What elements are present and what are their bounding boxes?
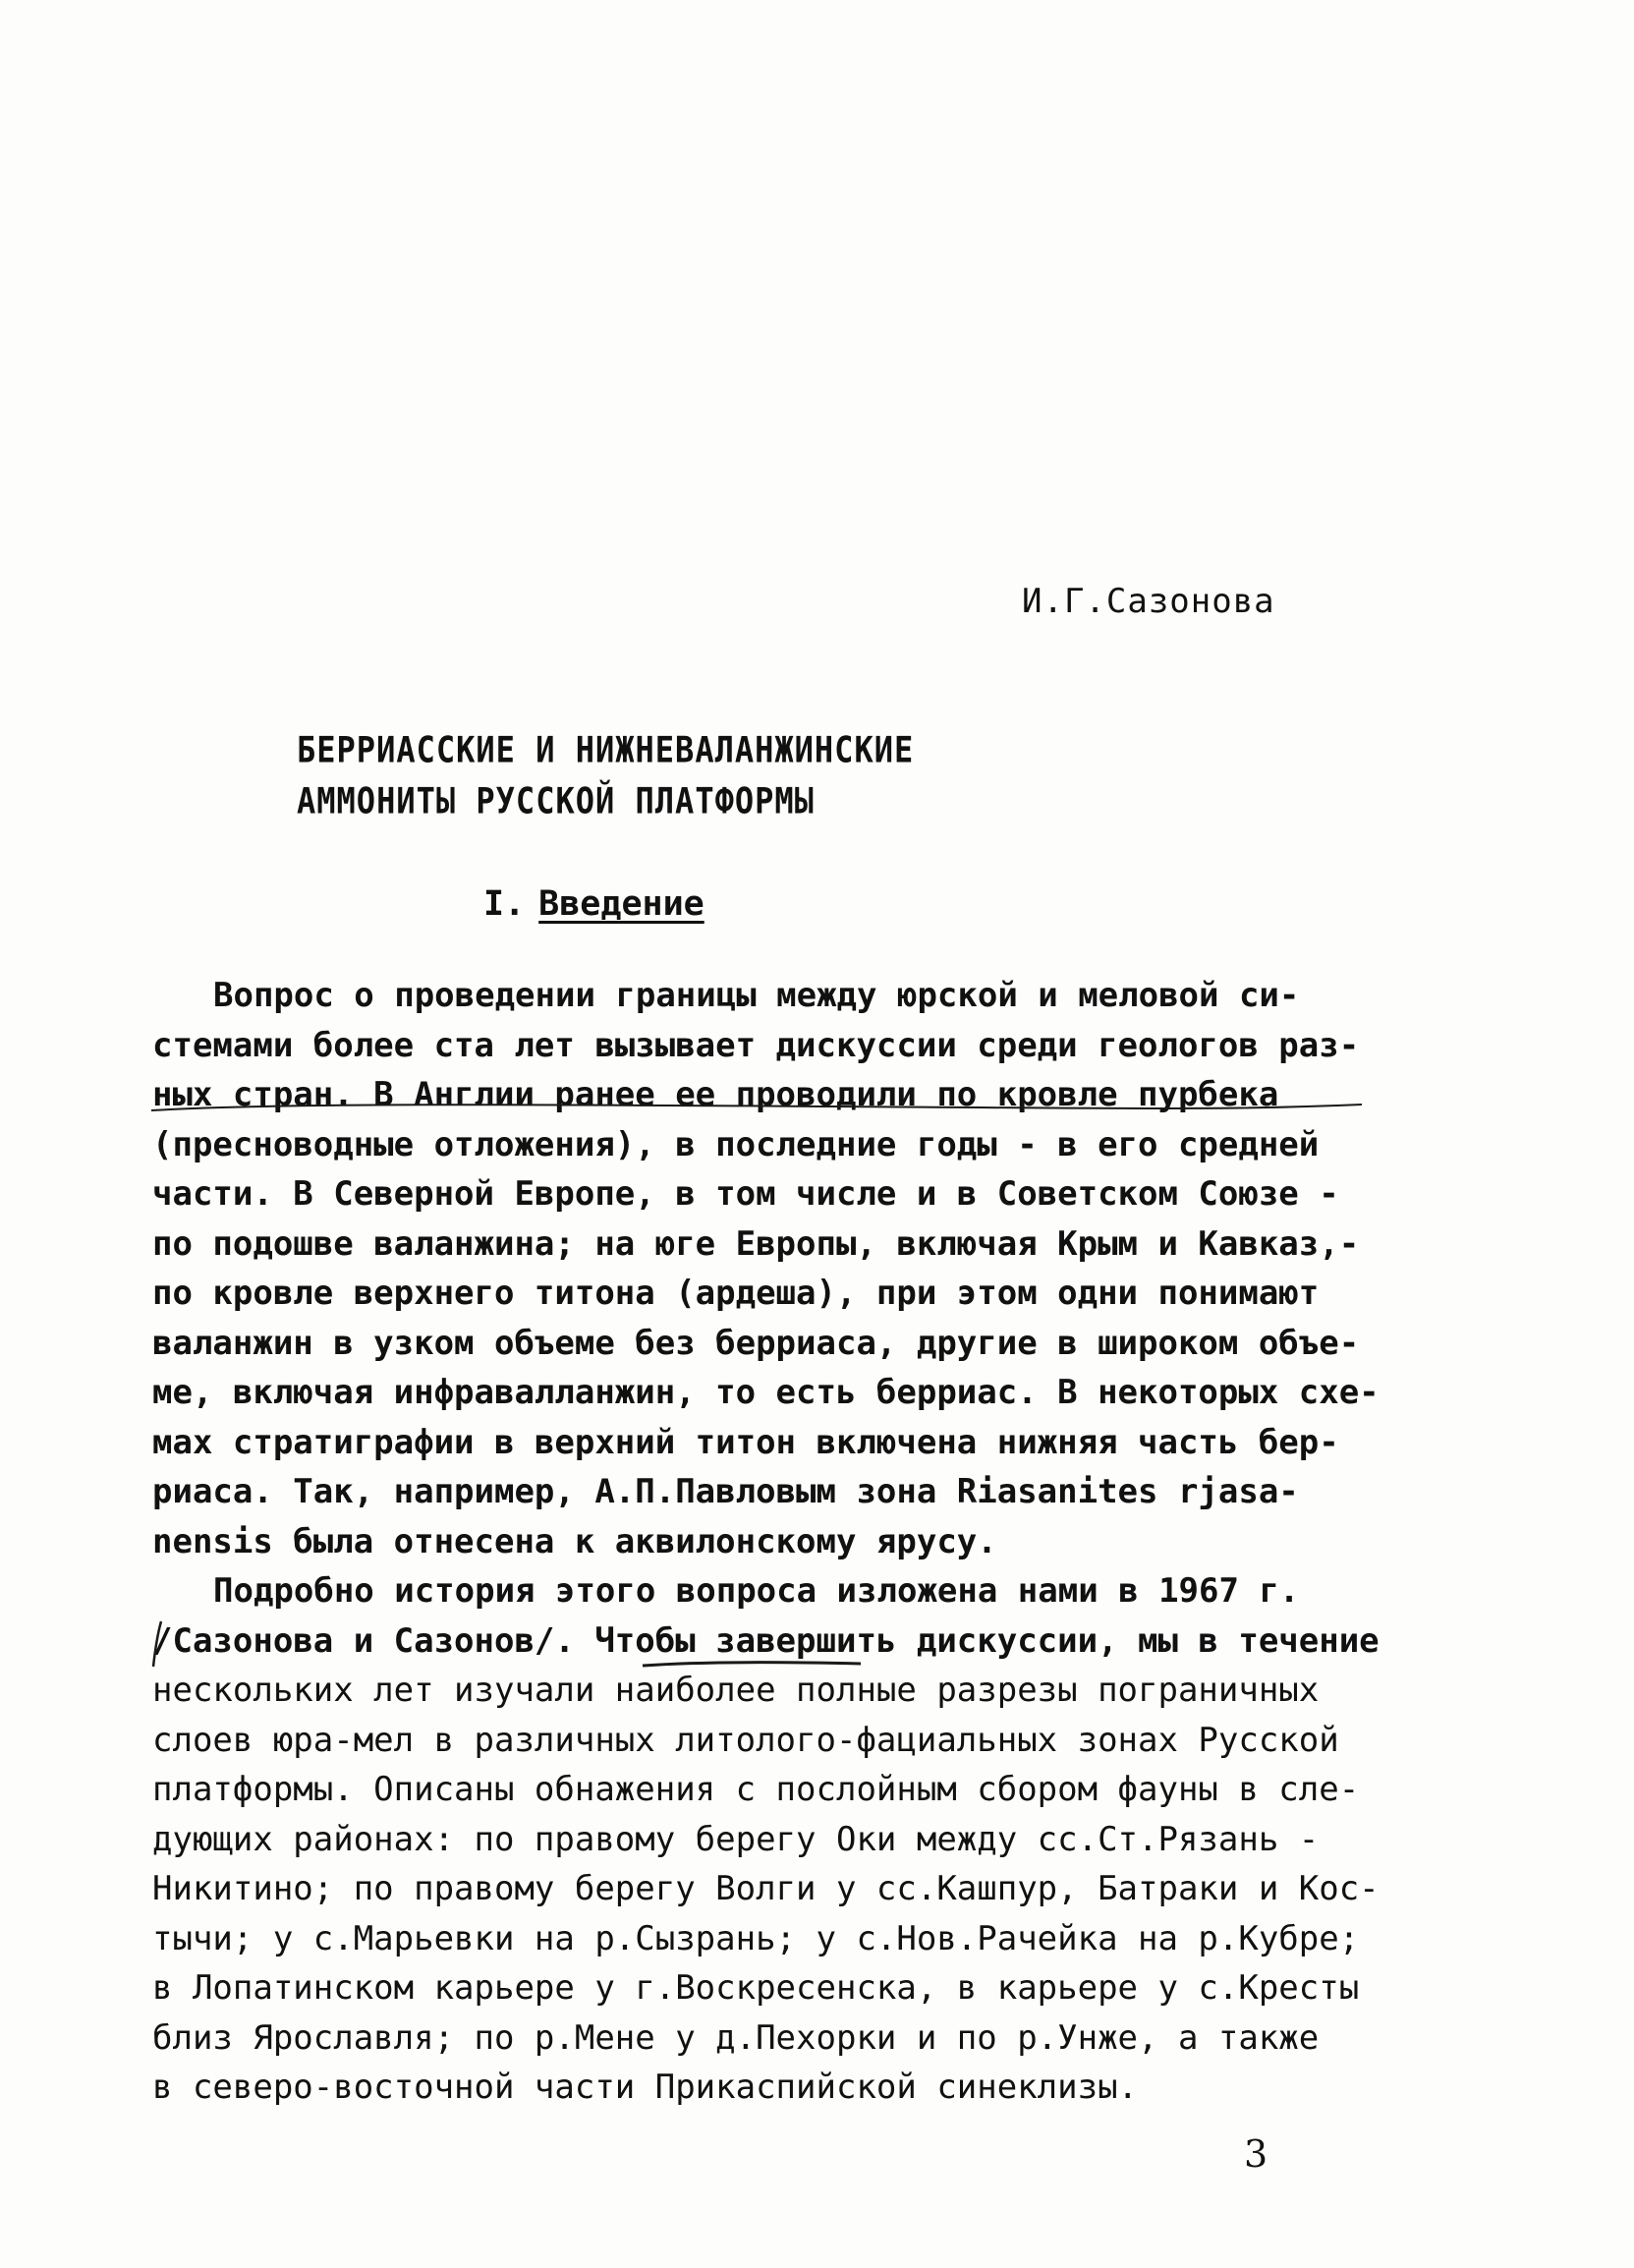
text-line: дующих районах: по правому берегу Оки между сс.Ст.Рязань - bbox=[152, 1819, 1320, 1859]
article-title-line-2: АММОНИТЫ РУССКОЙ ПЛАТФОРМЫ bbox=[297, 779, 815, 822]
article-title-line-1: БЕРРИАССКИЕ И НИЖНЕВАЛАНЖИНСКИЕ bbox=[297, 728, 915, 771]
text-line: /Сазонова и Сазонов/. Чтобы завершить дискуссии, мы в течение bbox=[152, 1620, 1380, 1661]
text-line: (пресноводные отложения), в последние годы - в его средней bbox=[152, 1124, 1320, 1164]
text-line: Никитино; по правому берегу Волги у сс.Кашпур, Батраки и Кос- bbox=[152, 1869, 1380, 1908]
text-line: ных стран. В Англии ранее ее проводили по кровле пурбека bbox=[152, 1075, 1279, 1114]
text-line: в северо-восточной части Прикаспийской синеклизы. bbox=[152, 2068, 1139, 2107]
section-number: I. bbox=[483, 884, 526, 924]
text-line: слоев юра-мел в различных литолого-фациальных зонах Русской bbox=[152, 1720, 1339, 1760]
text-line: Подробно история этого вопроса изложена нами в 1967 г. bbox=[213, 1571, 1300, 1611]
page-number: 3 bbox=[1244, 2132, 1268, 2176]
text-line: по подошве валанжина; на юге Европы, включая Крым и Кавказ,- bbox=[152, 1223, 1360, 1264]
text-line: платформы. Описаны обнажения с послойным сбором фауны в сле- bbox=[152, 1770, 1360, 1809]
text-line: валанжин в узком объеме без берриаса, другие в широком объе- bbox=[152, 1323, 1360, 1363]
text-line: части. В Северной Европе, в том числе и в Советском Союзе - bbox=[152, 1174, 1339, 1214]
text-line: нескольких лет изучали наиболее полные разрезы пограничных bbox=[152, 1671, 1320, 1710]
author-name: И.Г.Сазонова bbox=[1022, 582, 1275, 621]
text-line: в Лопатинском карьере у г.Воскресенска, в карьере у с.Кресты bbox=[152, 1968, 1360, 2008]
body-text bbox=[152, 971, 1380, 2113]
text-line: риаса. Так, например, А.П.Павловым зона Riasanites rjasa- bbox=[152, 1472, 1299, 1511]
text-line: тычи; у с.Марьевки на р.Сызрань; у с.Нов.Рачейка на р.Кубре; bbox=[152, 1918, 1360, 1958]
section-heading bbox=[483, 884, 704, 924]
text-line: nensis была отнесена к аквилонскому ярусу. bbox=[152, 1521, 997, 1561]
text-line: близ Ярославля; по р.Мене у д.Пехорки и по р.Унже, а также bbox=[152, 2017, 1320, 2058]
text-line: стемами более ста лет вызывает дискуссии среди геологов раз- bbox=[152, 1025, 1360, 1065]
text-line: мах стратиграфии в верхний титон включена нижняя часть бер- bbox=[152, 1422, 1339, 1462]
section-title: Введение bbox=[538, 884, 704, 924]
text-line: по кровле верхнего титона (ардеша), при этом одни понимают bbox=[152, 1274, 1320, 1313]
text-line: Вопрос о проведении границы между юрской и меловой си- bbox=[213, 976, 1300, 1015]
text-line: ме, включая инфравалланжин, то есть берриас. В некоторых схе- bbox=[152, 1373, 1380, 1412]
